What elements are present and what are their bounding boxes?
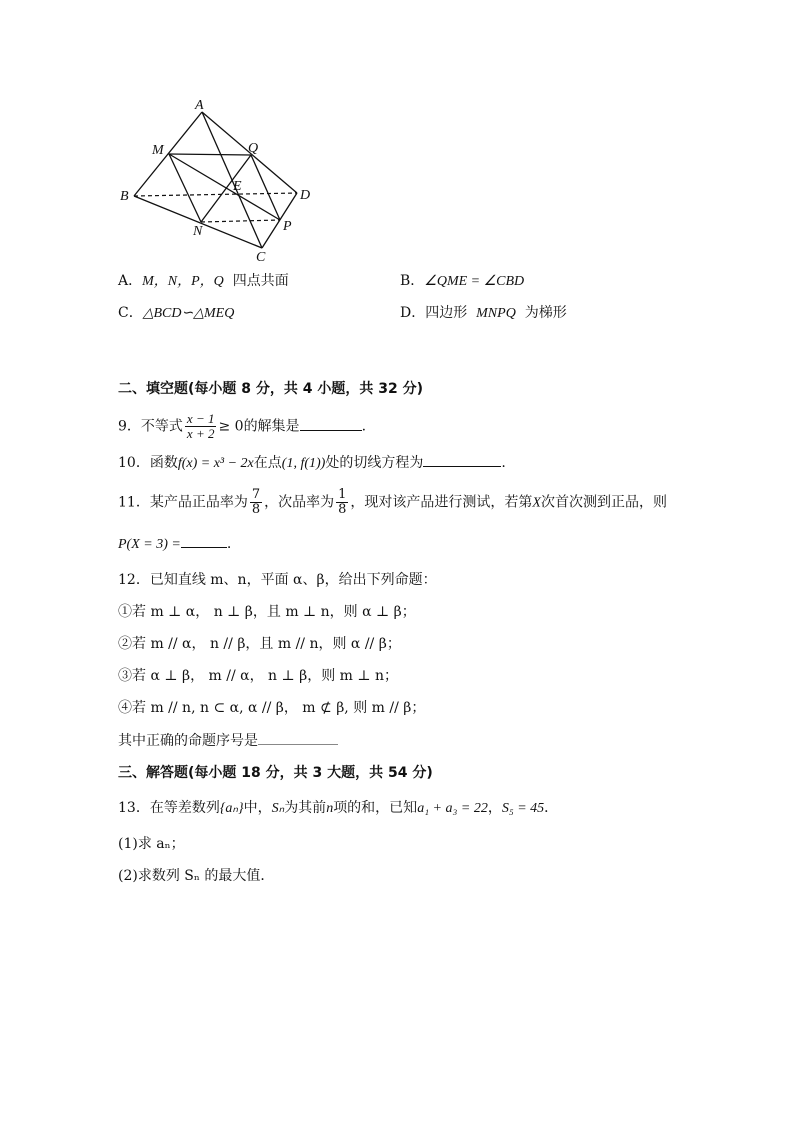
option-c: C．△BCD∽△MEQ <box>118 305 235 321</box>
question-12-item-2: ②若 m // α， n // β，且 m // n，则 α // β； <box>118 636 401 652</box>
q11-fraction-1: $\frac{7}{8}$ <box>251 487 261 517</box>
q12-answer-blank <box>258 730 338 745</box>
q11-answer-blank <box>181 533 227 548</box>
label-C: C <box>256 250 266 265</box>
geometry-figure <box>115 98 325 268</box>
section-2-heading: 二、填空题(每小题 8 分，共 4 小题，共 32 分) <box>118 381 424 397</box>
question-12-item-3: ③若 α ⊥ β， m // α， n ⊥ β，则 m ⊥ n； <box>118 668 399 684</box>
label-M: M <box>152 143 164 158</box>
section-3-heading: 三、解答题(每小题 18 分，共 3 大题，共 54 分) <box>118 765 433 781</box>
label-D: D <box>300 188 311 203</box>
question-12-stem: 12．已知直线 m、n，平面 α、β，给出下列命题： <box>118 572 437 588</box>
question-13: 13．在等差数列{aₙ}中，Sₙ为其前n项的和，已知a₁ + a₃ = 22，S₅ = 45． <box>118 800 559 816</box>
question-12-item-4: ④若 m // n, n ⊂ α, α // β， m ⊄ β, 则 m // β； <box>118 700 426 716</box>
label-A: A <box>195 98 204 113</box>
question-13-part-1: (1)求 aₙ； <box>118 836 185 852</box>
question-12-tail: 其中正确的命题序号是 <box>118 730 338 751</box>
label-E: E <box>233 179 242 194</box>
question-11: 11．某产品正品率为 $\frac{7}{8}$ ，次品率为 $\frac{1}{8}$ ，现对该产品进行测试，若第X次首次测到正品，则 <box>118 487 667 517</box>
option-b: B．∠QME = ∠CBD <box>400 273 525 289</box>
q9-fraction: $\frac{x - 1}{x + 2}$ <box>186 411 215 441</box>
question-12-item-1: ①若 m ⊥ α， n ⊥ β，且 m ⊥ n，则 α ⊥ β； <box>118 604 416 620</box>
label-Q: Q <box>248 141 259 156</box>
option-d: D．四边形 MNPQ 为梯形 <box>400 305 567 321</box>
q11-fraction-2: $\frac{1}{8}$ <box>338 487 347 517</box>
q9-answer-blank <box>300 416 362 431</box>
option-c-math: △BCD∽△MEQ <box>142 306 235 321</box>
question-11-line-2: P(X = 3) = . <box>118 533 231 555</box>
q10-answer-blank <box>423 452 501 467</box>
question-9: 9．不等式 $\frac{x - 1}{x + 2}$ ≥ 0的解集是 . <box>118 411 367 441</box>
label-B: B <box>120 189 129 204</box>
option-a-vars: M，N，P，Q <box>142 274 224 289</box>
option-a: A．M，N，P，Q 四点共面 <box>118 273 289 289</box>
option-b-math: ∠QME = ∠CBD <box>424 274 525 289</box>
question-10: 10．函数f(x) = x³ − 2x在点(1, f(1))处的切线方程为 . <box>118 452 506 474</box>
question-13-part-2: (2)求数列 Sₙ 的最大值． <box>118 868 275 884</box>
label-P: P <box>283 219 292 234</box>
label-N: N <box>193 224 203 239</box>
